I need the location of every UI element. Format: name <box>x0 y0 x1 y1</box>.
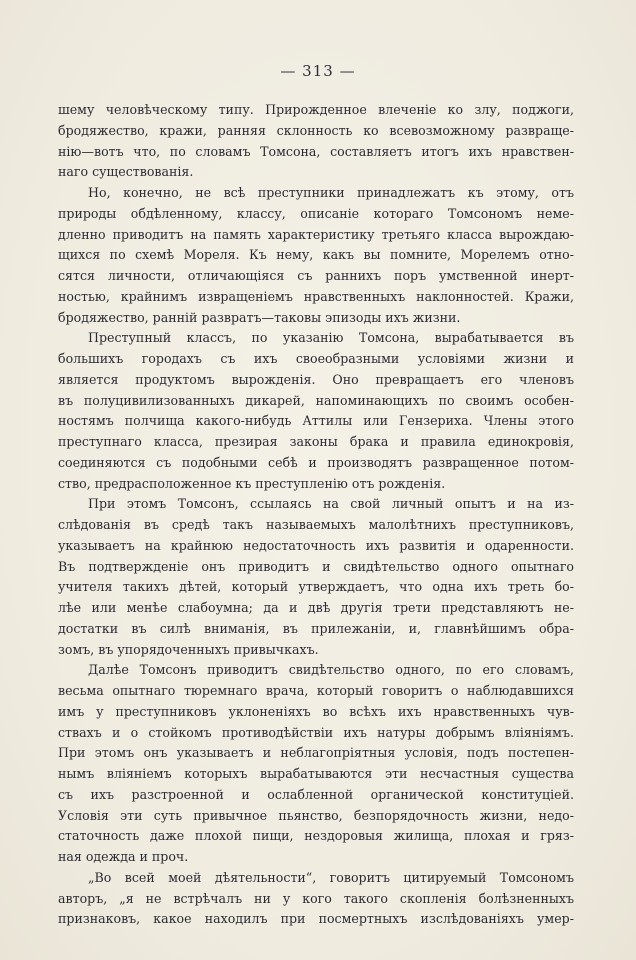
text-line: „Во всей моей дѣятельности“, говоритъ цитируемый Томсономъ <box>88 869 574 885</box>
text-line: преступнаго класса, презирая законы брака и правила единокровія, <box>58 434 574 449</box>
paragraph <box>58 660 574 868</box>
text-line: авторъ, „я не встрѣчалъ ни у кого такого скопленія болѣзненныхъ <box>58 890 574 906</box>
text-line: признаковъ, какое находилъ при посмертныхъ изслѣдованіяхъ умер- <box>58 911 574 927</box>
text-line: ство, предрасположенное къ преступленію отъ рожденія. <box>58 475 446 491</box>
text-line: Въ подтвержденіе онъ приводитъ и свидѣтельство одного опытнаго <box>58 558 574 574</box>
text-line: достатки въ силѣ вниманія, въ прилежаніи, и, главнѣйшимъ обра- <box>58 620 574 636</box>
text-line: Но, конечно, не всѣ преступники принадлежатъ къ этому, отъ <box>88 185 574 200</box>
text-line: зомъ, въ упорядоченныхъ привычкахъ. <box>58 641 319 657</box>
text-line: лѣе или менѣе слабоумна; да и двѣ другія трети представляютъ не- <box>58 600 574 615</box>
text-line: въ полуцивилизованныхъ дикарей, напоминающихъ по своимъ особен- <box>58 392 574 408</box>
text-line: имъ у преступниковъ уклоненіяхъ во всѣхъ ихъ нравственныхъ чув- <box>58 703 574 719</box>
text-line: учителя такихъ дѣтей, который утверждаетъ, что одна ихъ треть бо- <box>58 579 574 595</box>
text-line: нымъ вліяніемъ которыхъ вырабатываются эти несчастныя существа <box>58 766 574 781</box>
text-line: весьма опытнаго тюремнаго врача, который говоритъ о наблюдавшихся <box>58 683 574 698</box>
text-line: является продуктомъ вырожденія. Оно превращаетъ его членовъ <box>58 371 574 387</box>
text-line: щихся по схемѣ Мореля. Къ нему, какъ вы помните, Морелемъ отно- <box>58 247 574 263</box>
text-line: ностямъ полчища какого-нибудь Аттилы или Гензериха. Члены этого <box>58 413 574 429</box>
text-line: большихъ городахъ съ ихъ своеобразными условіями жизни и <box>58 351 574 366</box>
text-line: указываетъ на крайнюю недостаточность ихъ развитія и одаренности. <box>58 537 574 553</box>
text-line: Далѣе Томсонъ приводитъ свидѣтельство одного, по его словамъ, <box>88 662 574 678</box>
paragraph <box>58 100 574 183</box>
text-line: съ ихъ разстроенной и ослабленной органической конституціей. <box>58 786 574 802</box>
text-line: Преступный классъ, по указанію Томсона, вырабатывается въ <box>88 330 574 346</box>
text-line: природы обдѣленному, классу, описаніе котораго Томсономъ неме- <box>58 205 574 221</box>
text-line: Условія эти суть привычное пьянство, безпорядочность жизни, недо- <box>58 807 574 823</box>
text-line: сятся личности, отличающіяся съ раннихъ поръ умственной инерт- <box>58 268 574 283</box>
text-line: шему человѣческому типу. Прирожденное влеченіе ко злу, поджоги, <box>58 102 574 117</box>
text-line: При этомъ онъ указываетъ и неблагопріятныя условія, подъ постепен- <box>58 745 574 761</box>
text-line: соединяются съ подобными себѣ и производятъ развращенное потом- <box>58 454 574 470</box>
body-text <box>58 100 574 930</box>
text-line: статочность даже плохой пищи, нездоровыя жилища, плохая и гряз- <box>58 828 574 844</box>
text-line: наго существованія. <box>58 164 194 180</box>
paragraph <box>58 494 574 660</box>
paragraph <box>58 328 574 494</box>
text-line: бродяжество, кражи, ранняя склонность ко всевозможному развраще- <box>58 122 574 138</box>
text-line: При этомъ Томсонъ, ссылаясь на свой личный опытъ и на из- <box>88 496 574 512</box>
text-line: нію—вотъ что, по словамъ Томсона, составляетъ итогъ ихъ нравствен- <box>58 143 574 159</box>
text-line: ная одежда и проч. <box>58 849 189 864</box>
text-line: ствахъ и о стойкомъ противодѣйствіи ихъ натуры добрымъ вліяніямъ. <box>58 724 574 740</box>
text-line: дленно приводитъ на память характеристику третьяго класса вырождаю- <box>58 226 574 242</box>
text-line: ностью, крайнимъ извращеніемъ нравственныхъ наклонностей. Кражи, <box>58 288 574 304</box>
paragraph <box>58 868 574 930</box>
paragraph <box>58 183 574 328</box>
text-line: слѣдованія въ средѣ такъ называемыхъ малолѣтнихъ преступниковъ, <box>58 517 574 532</box>
text-line: бродяжество, ранній развратъ—таковы эпизоды ихъ жизни. <box>58 309 461 325</box>
page-number: — 313 — <box>280 62 356 80</box>
